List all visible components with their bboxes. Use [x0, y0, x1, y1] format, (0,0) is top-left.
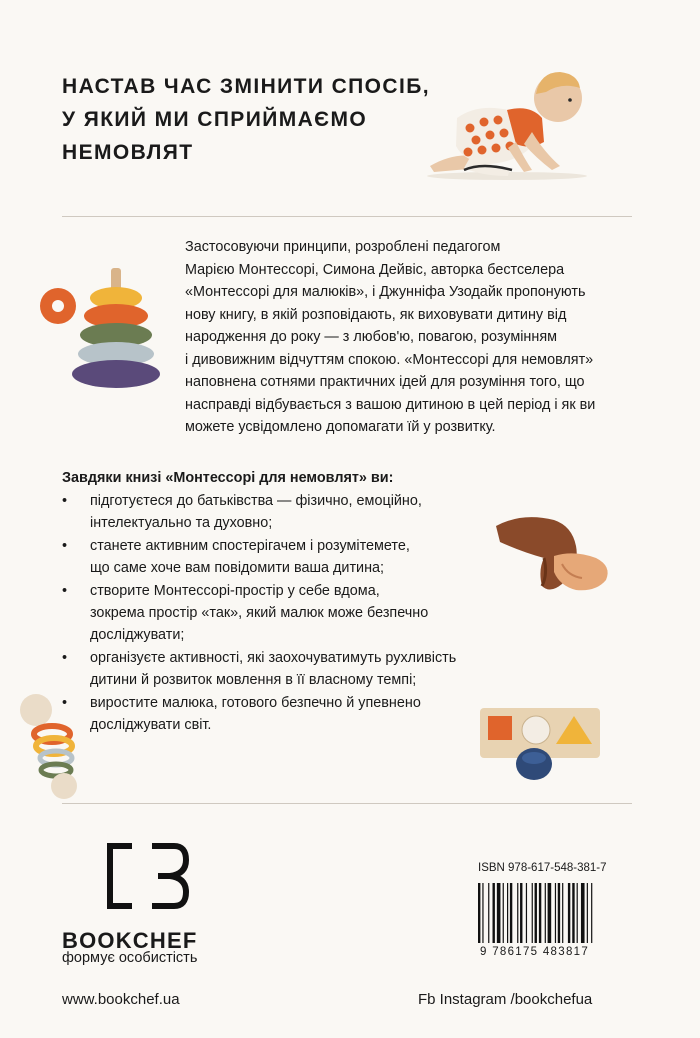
list-item — [62, 647, 502, 692]
barcode-bar — [507, 883, 508, 943]
stacking-rings-toy-illustration — [36, 262, 166, 392]
barcode-bar — [526, 883, 527, 943]
list-item-line: дитини й розвиток мовлення в її власному темпі; — [90, 672, 417, 689]
barcode-icon — [478, 883, 624, 947]
barcode-bar — [520, 883, 522, 943]
bullet-icon: • — [62, 649, 68, 666]
list-item-line: виростите малюка, готового безпечно й упевнено — [90, 694, 421, 711]
barcode-bar — [488, 883, 489, 943]
shape-sorter-illustration — [476, 704, 606, 784]
barcode-bar — [478, 883, 480, 943]
barcode-bar — [555, 883, 556, 943]
barcode-bar — [545, 883, 546, 943]
list-item-line: станете активним спостерігачем і розумітемете, — [90, 537, 410, 554]
barcode-bar — [532, 883, 533, 943]
description-line: нову книгу, в якій розповідають, як виховувати дитину від — [185, 306, 567, 323]
headline-line: У ЯКИЙ МИ СПРИЙМАЄМО — [62, 108, 368, 131]
divider — [62, 803, 632, 804]
headline-line: НАСТАВ ЧАС ЗМІНИТИ СПОСІБ, — [62, 75, 430, 98]
list-item-line: інтелектуально та духовно; — [90, 515, 273, 532]
barcode-bar — [517, 883, 518, 943]
benefits-list — [62, 490, 502, 736]
list-item-line: що саме хоче вам повідомити ваша дитина; — [90, 560, 385, 577]
bullet-icon: • — [62, 694, 68, 711]
description-paragraph — [185, 236, 655, 439]
barcode-bar — [572, 883, 574, 943]
barcode-number: 9 786175 483817 — [480, 946, 590, 958]
list-item — [62, 535, 502, 580]
divider — [62, 216, 632, 217]
description-line: «Монтессорі для малюків», і Джунніфа Узодайк пропонують — [185, 284, 586, 300]
barcode-bar — [482, 883, 483, 943]
barcode-bar — [548, 883, 552, 943]
barcode-bar — [591, 883, 592, 943]
barcode-bar — [539, 883, 541, 943]
benefits-lead: Завдяки книзі «Монтессорі для немовлят» ви: — [62, 470, 394, 486]
barcode-bar — [577, 883, 578, 943]
bullet-icon: • — [62, 582, 68, 599]
list-item-line: досліджувати світ. — [90, 717, 212, 734]
barcode-bar — [535, 883, 537, 943]
barcode-bar — [587, 883, 588, 943]
description-line: можете усвідомлено допомагати їй у розвитку. — [185, 419, 496, 435]
barcode-bar — [497, 883, 501, 943]
description-line: наповнена сотнями практичних ідей для розуміння того, що — [185, 374, 585, 390]
description-line: Марією Монтессорі, Симона Дейвіс, авторка бестселера — [185, 261, 565, 278]
teething-rings-illustration — [14, 690, 84, 800]
publisher-tagline: формує особистість — [62, 950, 198, 966]
list-item-line: створите Монтессорі-простір у себе вдома, — [90, 582, 380, 599]
isbn-label: ISBN 978-617-548-381-7 — [478, 862, 607, 874]
bullet-icon: • — [62, 493, 68, 509]
bookchef-logo-icon — [104, 842, 190, 910]
barcode-bar — [562, 883, 563, 943]
barcode-bar — [503, 883, 504, 943]
list-item-line: організуєте активності, які заохочуватимуть рухливість — [90, 649, 457, 666]
list-item-line: підготуєтеся до батьківства — фізично, емоційно, — [90, 493, 422, 509]
headline — [62, 70, 430, 169]
barcode-bar — [510, 883, 512, 943]
publisher-name: BOOKCHEF — [62, 928, 198, 953]
barcode-bar — [568, 883, 570, 943]
description-line: і дивовижним відчуттям спокою. «Монтессорі для немовлят» — [185, 351, 594, 368]
barcode-bar — [581, 883, 585, 943]
list-item-line: досліджувати; — [90, 627, 185, 644]
description-line: насправді відбувається з вашою дитиною в цей період і як ви — [185, 396, 596, 413]
barcode-bar — [558, 883, 560, 943]
social-links[interactable]: Fb Instagram /bookchefua — [418, 991, 593, 1008]
barcode-bar — [493, 883, 495, 943]
holding-hands-illustration — [492, 506, 617, 601]
crawling-baby-illustration — [412, 58, 592, 183]
website-link[interactable]: www.bookchef.ua — [62, 991, 180, 1008]
list-item — [62, 580, 502, 647]
headline-line: НЕМОВЛЯТ — [62, 141, 194, 164]
list-item-line: зокрема простір «так», який малюк може безпечно — [90, 605, 429, 622]
description-line: Застосовуючи принципи, розроблені педагогом — [185, 239, 501, 255]
bullet-icon: • — [62, 537, 68, 554]
list-item — [62, 490, 502, 535]
description-line: народження до року — з любов'ю, повагою, розумінням — [185, 329, 558, 345]
list-item — [62, 692, 502, 737]
